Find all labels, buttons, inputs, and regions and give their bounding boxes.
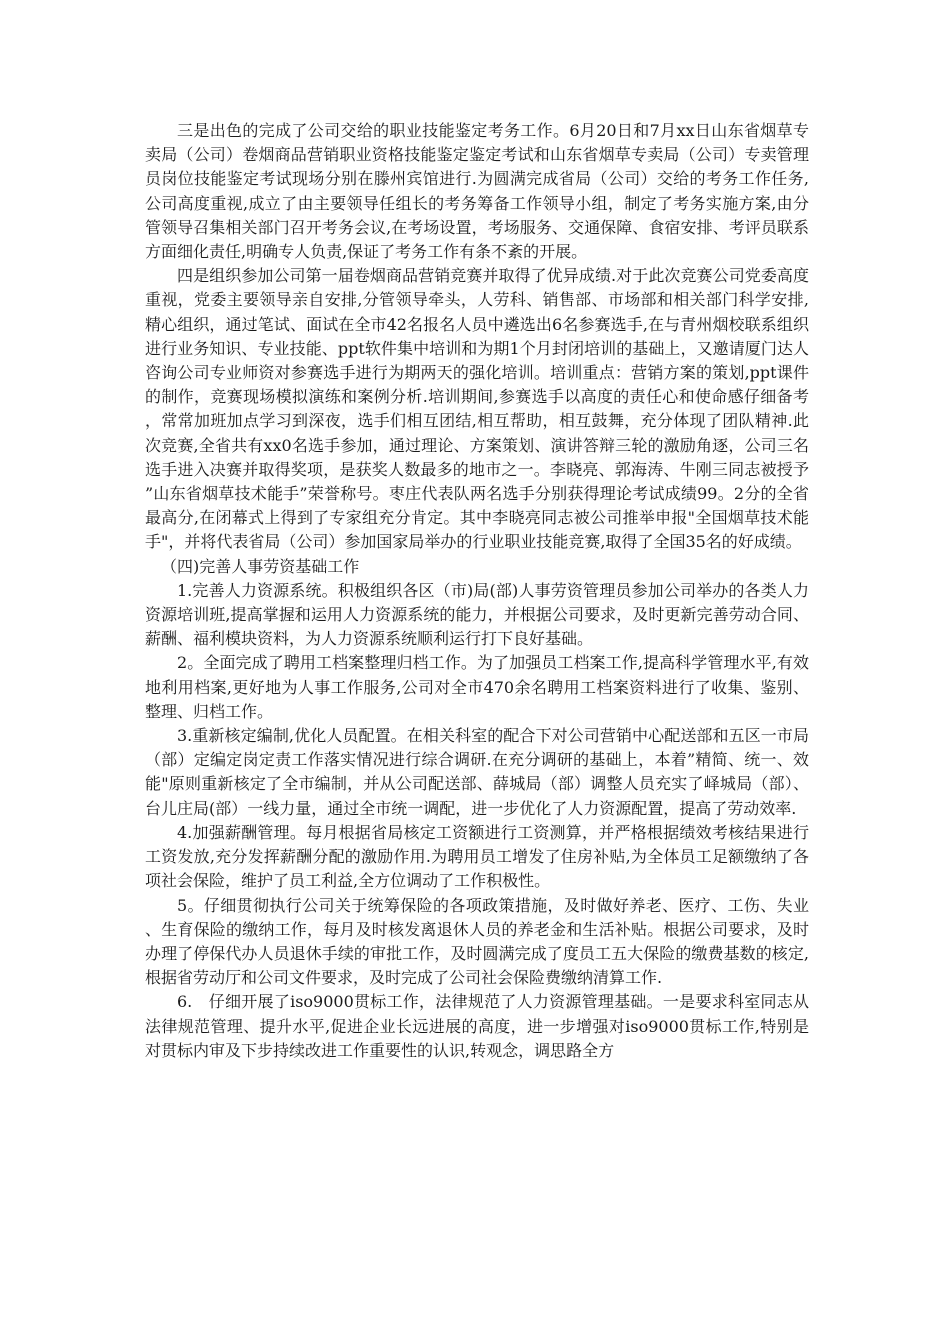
paragraph-iso9000: 6. 仔细开展了iso9000贯标工作，法律规范了人力资源管理基础。一是要求科室同志从法律规范管理、提升水平,促进企业长远进展的高度，进一步增强对iso9000贯标工作,特别是对贯标内审及下步持续改进工作重要性的认识,转观念，调思路全方 [145, 992, 809, 1060]
paragraph-staffing: 3.重新核定编制,优化人员配置。在相关科室的配合下对公司营销中心配送部和五区一市局（部）定编定岗定责工作落实情况进行综合调研.在充分调研的基础上，本着”精简、统一、效能"原则重新核定了全市编制，并从公司配送部、薛城局（部）调整人员充实了峄城局（部）、台儿庄局(部）一线力量，通过全市统一调配，进一步优化了人力资源配置，提高了劳动效率. [145, 726, 809, 818]
paragraph-hr-system: 1.完善人力资源系统。积极组织各区（市)局(部)人事劳资管理员参加公司举办的各类人力资源培训班,提高掌握和运用人力资源系统的能力，并根据公司要求，及时更新完善劳动合同、薪酬、福利模块资料，为人力资源系统顺利运行打下良好基础。 [145, 580, 809, 649]
document-body [145, 119, 809, 1063]
paragraph-insurance: 5。仔细贯彻执行公司关于统筹保险的各项政策措施，及时做好养老、医疗、工伤、失业、生育保险的缴纳工作，每月及时核发离退休人员的养老金和生活补贴。根据公司要求，及时办理了停保代办人员退休手续的审批工作，及时圆满完成了度员工五大保险的缴费基数的核定,根据省劳动厅和公司文件要求，及时完成了公司社会保险费缴纳清算工作. [145, 895, 809, 988]
section-heading: （四)完善人事劳资基础工作 [161, 556, 360, 576]
paragraph-archives: 2。全面完成了聘用工档案整理归档工作。为了加强员工档案工作,提高科学管理水平,有效地利用档案,更好地为人事工作服务,公司对全市470余名聘用工档案资料进行了收集、鉴别、整理、归档工作。 [145, 653, 809, 721]
paragraph-exam-affairs: 三是出色的完成了公司交给的职业技能鉴定考务工作。6月20日和7月xx日山东省烟草专卖局（公司）卷烟商品营销职业资格技能鉴定鉴定考试和山东省烟草专卖局（公司）专卖管理员岗位技能鉴定考试现场分别在滕州宾馆进行.为圆满完成省局（公司）交给的考务工作任务,公司高度重视,成立了由主要领导任组长的考务筹备工作领导小组，制定了考务实施方案,由分管领导召集相关部门召开考务会议,在考场设置，考场服务、交通保障、食宿安排、考评员联系方面细化责任,明确专人负责,保证了考务工作有条不紊的开展。 [145, 121, 809, 262]
paragraph-salary: 4.加强薪酬管理。每月根据省局核定工资额进行工资测算，并严格根据绩效考核结果进行工资发放,充分发挥薪酬分配的激励作用.为聘用员工增发了住房补贴,为全体员工足额缴纳了各项社会保险，维护了员工利益,全方位调动了工作积极性。 [145, 822, 809, 891]
paragraph-marketing-competition: 四是组织参加公司第一届卷烟商品营销竞赛并取得了优异成绩.对于此次竞赛公司党委高度重视，党委主要领导亲自安排,分管领导牵头，人劳科、销售部、市场部和相关部门科学安排,精心组织，通过笔试、面试在全市42名报名人员中遴选出6名参赛选手,在与青州烟校联系组织进行业务知识、专业技能、ppt软件集中培训和为期1个月封闭培训的基础上，又邀请厦门达人咨询公司专业师资对参赛选手进行为期两天的强化培训。培训重点：营销方案的策划,ppt课件的制作，竞赛现场模拟演练和案例分析.培训期间,参赛选手以高度的责任心和使命感仔细备考，常常加班加点学习到深夜，选手们相互团结,相互帮助，相互鼓舞，充分体现了团队精神.此次竞赛,全省共有xx0名选手参加，通过理论、方案策划、演讲答辩三轮的激励角逐，公司三名选手进入决赛并取得奖项，是获奖人数最多的地市之一。李晓亮、郭海涛、牛刚三同志被授予”山东省烟草技术能手”荣誉称号。枣庄代表队两名选手分别获得理论考试成绩99。2分的全省最高分,在闭幕式上得到了专家组充分肯定。其中李晓亮同志被公司推举申报"全国烟草技术能手"，并将代表省局（公司）参加国家局举办的行业职业技能竞赛,取得了全国35名的好成绩。 [145, 266, 809, 552]
